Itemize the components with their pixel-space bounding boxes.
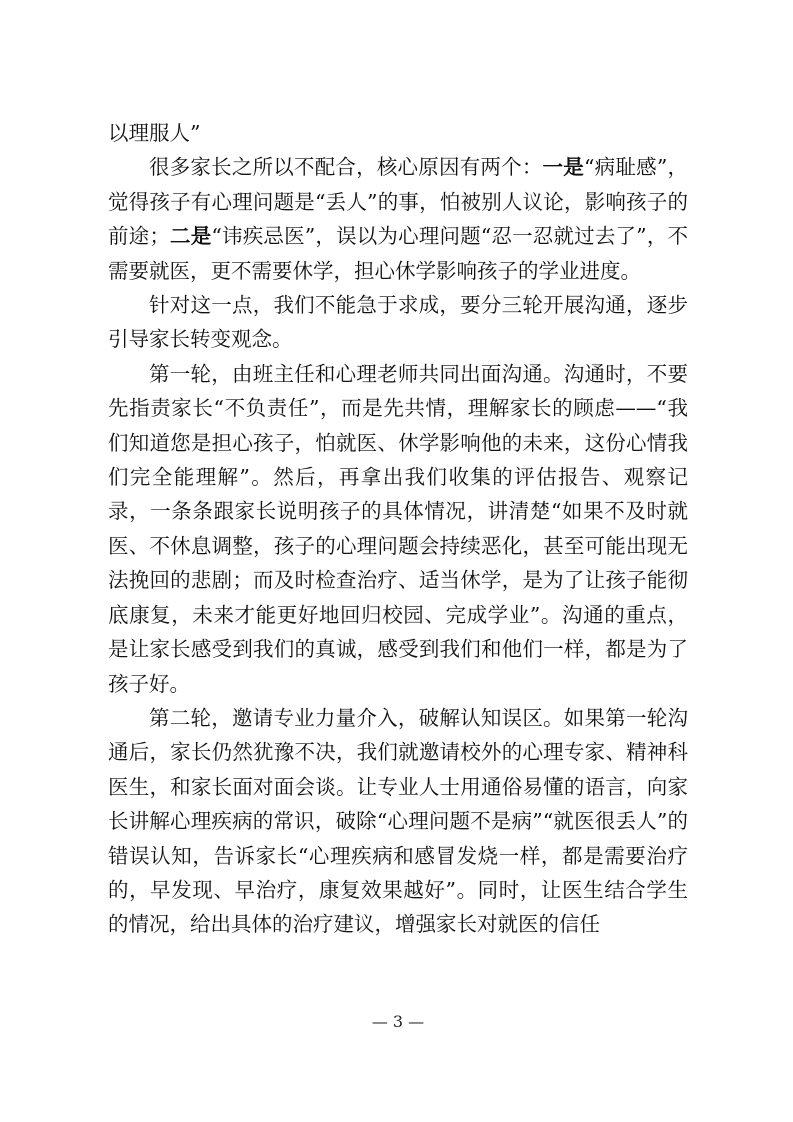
paragraph-text: 很多家长之所以不配合，核心原因有两个： <box>149 155 543 180</box>
paragraph-text: 第二轮，邀请专业力量介入，破解认知误区。如果第一轮沟通后，家长仍然犹豫不决，我们就邀请校外的心理专家、精神科医生，和家长面对面会谈。让专业人士用通俗易懂的语言，向家长讲解心理疾病的常识，破除“心理问题不是病”“就医很丢人”的错误认知，告诉家长“心理疾病和感冒发烧一样，都是需要治疗的，早发现、早治疗，康复效果越好”。同时，让医生结合学生的情况，给出具体的治疗建议，增强家长对就医的信任 <box>108 705 688 937</box>
document-body <box>108 116 688 942</box>
emphasis-label: 二是 <box>169 224 212 249</box>
page-number: — 3 — <box>371 1012 425 1031</box>
paragraph-2 <box>108 150 688 288</box>
paragraph-4 <box>108 357 688 701</box>
emphasis-label: 一是 <box>542 155 584 180</box>
document-page <box>108 0 688 1122</box>
paragraph-text: 第一轮，由班主任和心理老师共同出面沟通。沟通时，不要先指责家长“不负责任”，而是先共情，理解家长的顾虑——“我们知道您是担心孩子，怕就医、休学影响他的未来，这份心情我们完全能理解”。然后，再拿出我们收集的评估报告、观察记录，一条条跟家长说明孩子的具体情况，讲清楚“如果不及时就医、不休息调整，孩子的心理问题会持续恶化，甚至可能出现无法挽回的悲剧；而及时检查治疗、适当休学，是为了让孩子能彻底康复，未来才能更好地回归校园、完成学业”。沟通的重点，是让家长感受到我们的真诚，感受到我们和他们一样，都是为了孩子好。 <box>108 361 688 696</box>
paragraph-text: “病耻感”，觉得孩子有心理问题是“丢人”的事，怕被别人议论，影响孩子的前途； <box>108 155 689 249</box>
paragraph-text: “讳疾忌医”，误以为心理问题“忍一忍就过去了”，不需要就医，更不需要休学，担心休学影响孩子的学业进度。 <box>108 224 689 283</box>
paragraph-1 <box>108 116 688 150</box>
paragraph-5 <box>108 701 688 942</box>
paragraph-text: 针对这一点，我们不能急于求成，要分三轮开展沟通，逐步引导家长转变观念。 <box>108 293 688 352</box>
paragraph-3 <box>108 288 688 357</box>
paragraph-text: 以理服人” <box>108 121 201 145</box>
